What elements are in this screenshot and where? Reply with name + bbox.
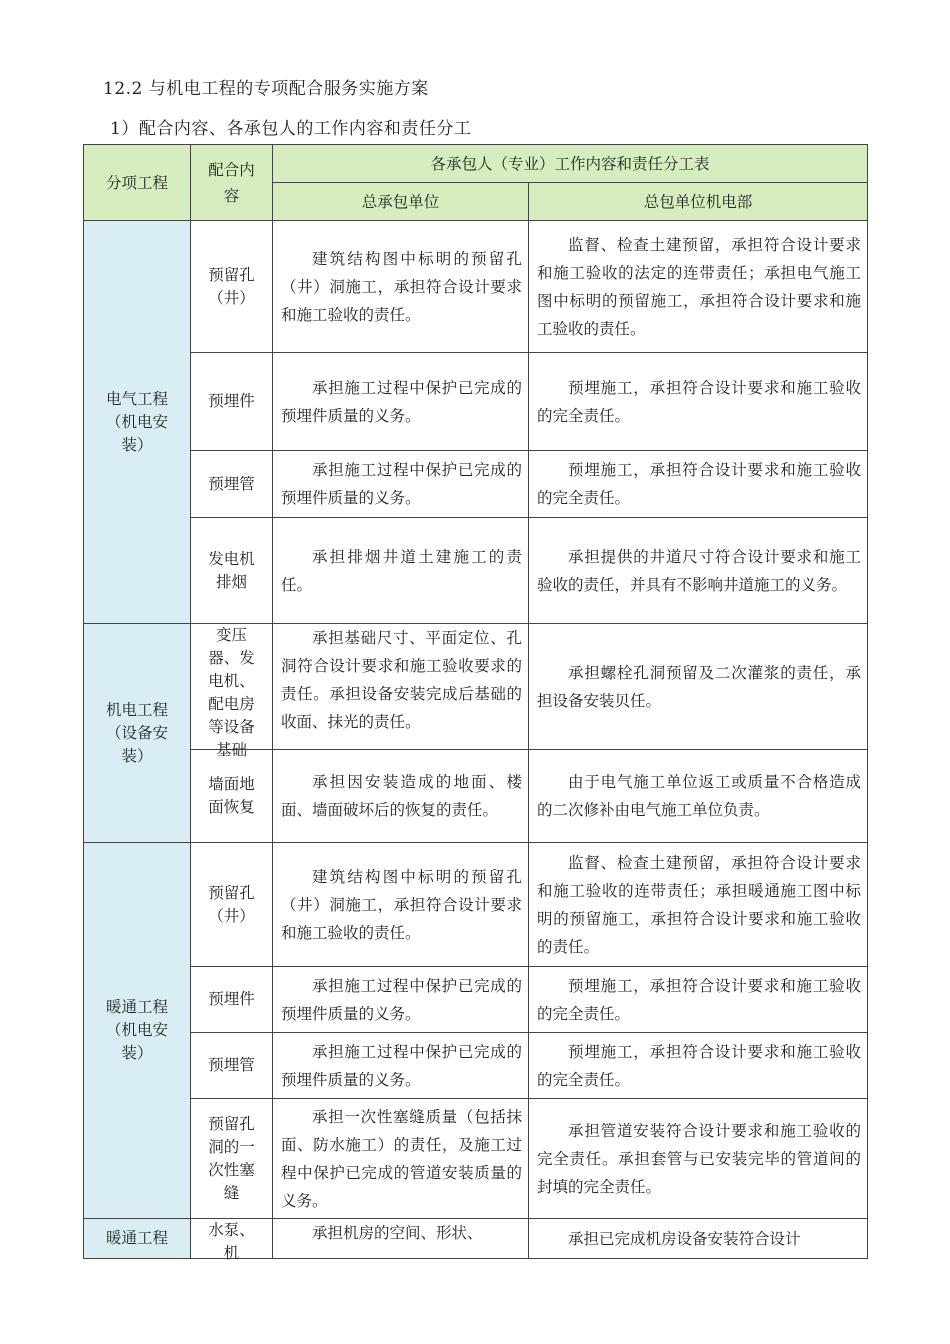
header-cooperation: 配合内容 [191, 145, 273, 221]
item-cell: 预留孔洞的一次性塞缝 [191, 1099, 273, 1219]
item-cell: 预埋件 [191, 353, 273, 451]
header-mep-department: 总包单位机电部 [529, 183, 868, 221]
mep-cell: 承担螺栓孔洞预留及二次灌浆的责任，承担设备安装贝任。 [529, 624, 868, 750]
category-cell: 电气工程（机电安装） [84, 221, 191, 624]
contractor-cell: 承担施工过程中保护已完成的预埋件质量的义务。 [273, 353, 529, 451]
mep-cell: 预埋施工，承担符合设计要求和施工验收的完全责任。 [529, 1033, 868, 1099]
item-cell: 水泵、机 [208, 1221, 255, 1262]
item-cell: 预埋管 [191, 451, 273, 518]
mep-cell: 预埋施工，承担符合设计要求和施工验收的完全责任。 [529, 451, 868, 518]
item-cell: 变压器、发电机、配电房等设备基础 [208, 626, 255, 759]
category-cell: 机电工程（设备安装） [84, 624, 191, 843]
mep-cell: 承担已完成机房设备安装符合设计 [568, 1230, 801, 1248]
contractor-cell: 承担一次性塞缝质量（包括抹面、防水施工）的责任，及施工过程中保护已完成的管道安装质量的义务。 [273, 1099, 529, 1219]
contractor-cell: 承担施工过程中保护已完成的预埋件质量的义务。 [273, 967, 529, 1033]
header-general-contractor: 总承包单位 [273, 183, 529, 221]
contractor-cell: 承担基础尺寸、平面定位、孔洞符合设计要求和施工验收要求的责任。承担设备安装完成后基础的收面、抹光的责任。 [281, 629, 522, 731]
mep-cell: 承担提供的井道尺寸符合设计要求和施工验收的责任，并具有不影响井道施工的义务。 [529, 518, 868, 624]
item-cell: 发电机排烟 [191, 518, 273, 624]
header-sub-project: 分项工程 [84, 145, 191, 221]
section-heading: 12.2 与机电工程的专项配合服务实施方案 [103, 79, 429, 99]
item-cell: 预埋件 [191, 967, 273, 1033]
responsibility-table [83, 144, 868, 1262]
item-cell: 预留孔（井） [191, 843, 273, 967]
item-cell: 预留孔（井） [191, 221, 273, 353]
contractor-cell: 承担施工过程中保护已完成的预埋件质量的义务。 [273, 451, 529, 518]
subsection-heading: 1）配合内容、各承包人的工作内容和责任分工 [110, 119, 472, 139]
item-cell: 墙面地面恢复 [191, 750, 273, 843]
item-cell: 预埋管 [191, 1033, 273, 1099]
mep-cell: 预埋施工，承担符合设计要求和施工验收的完全责任。 [529, 967, 868, 1033]
mep-cell: 预埋施工，承担符合设计要求和施工验收的完全责任。 [529, 353, 868, 451]
contractor-cell: 建筑结构图中标明的预留孔（井）洞施工，承担符合设计要求和施工验收的责任。 [273, 221, 529, 353]
mep-cell: 由于电气施工单位返工或质量不合格造成的二次修补由电气施工单位负责。 [529, 750, 868, 843]
category-cell: 暖通工程 [84, 1219, 191, 1259]
category-cell: 暖通工程（机电安装） [84, 843, 191, 1219]
mep-cell: 监督、检查土建预留，承担符合设计要求和施工验收的法定的连带责任；承担电气施工图中标明的预留施工，承担符合设计要求和施工验收的责任。 [529, 221, 868, 353]
contractor-cell: 承担排烟井道土建施工的责任。 [273, 518, 529, 624]
contractor-cell: 承担机房的空间、形状、 [312, 1224, 483, 1242]
contractor-cell: 承担因安装造成的地面、楼面、墙面破坏后的恢复的责任。 [273, 750, 529, 843]
contractor-cell: 建筑结构图中标明的预留孔（井）洞施工，承担符合设计要求和施工验收的责任。 [273, 843, 529, 967]
header-responsibility-group: 各承包人（专业）工作内容和责任分工表 [273, 145, 868, 183]
mep-cell: 承担管道安装符合设计要求和施工验收的完全责任。承担套管与已安装完毕的管道间的封填的完全责任。 [529, 1099, 868, 1219]
contractor-cell: 承担施工过程中保护已完成的预埋件质量的义务。 [273, 1033, 529, 1099]
mep-cell: 监督、检查土建预留，承担符合设计要求和施工验收的连带责任；承担暖通施工图中标明的预留施工，承担符合设计要求和施工验收的责任。 [529, 843, 868, 967]
